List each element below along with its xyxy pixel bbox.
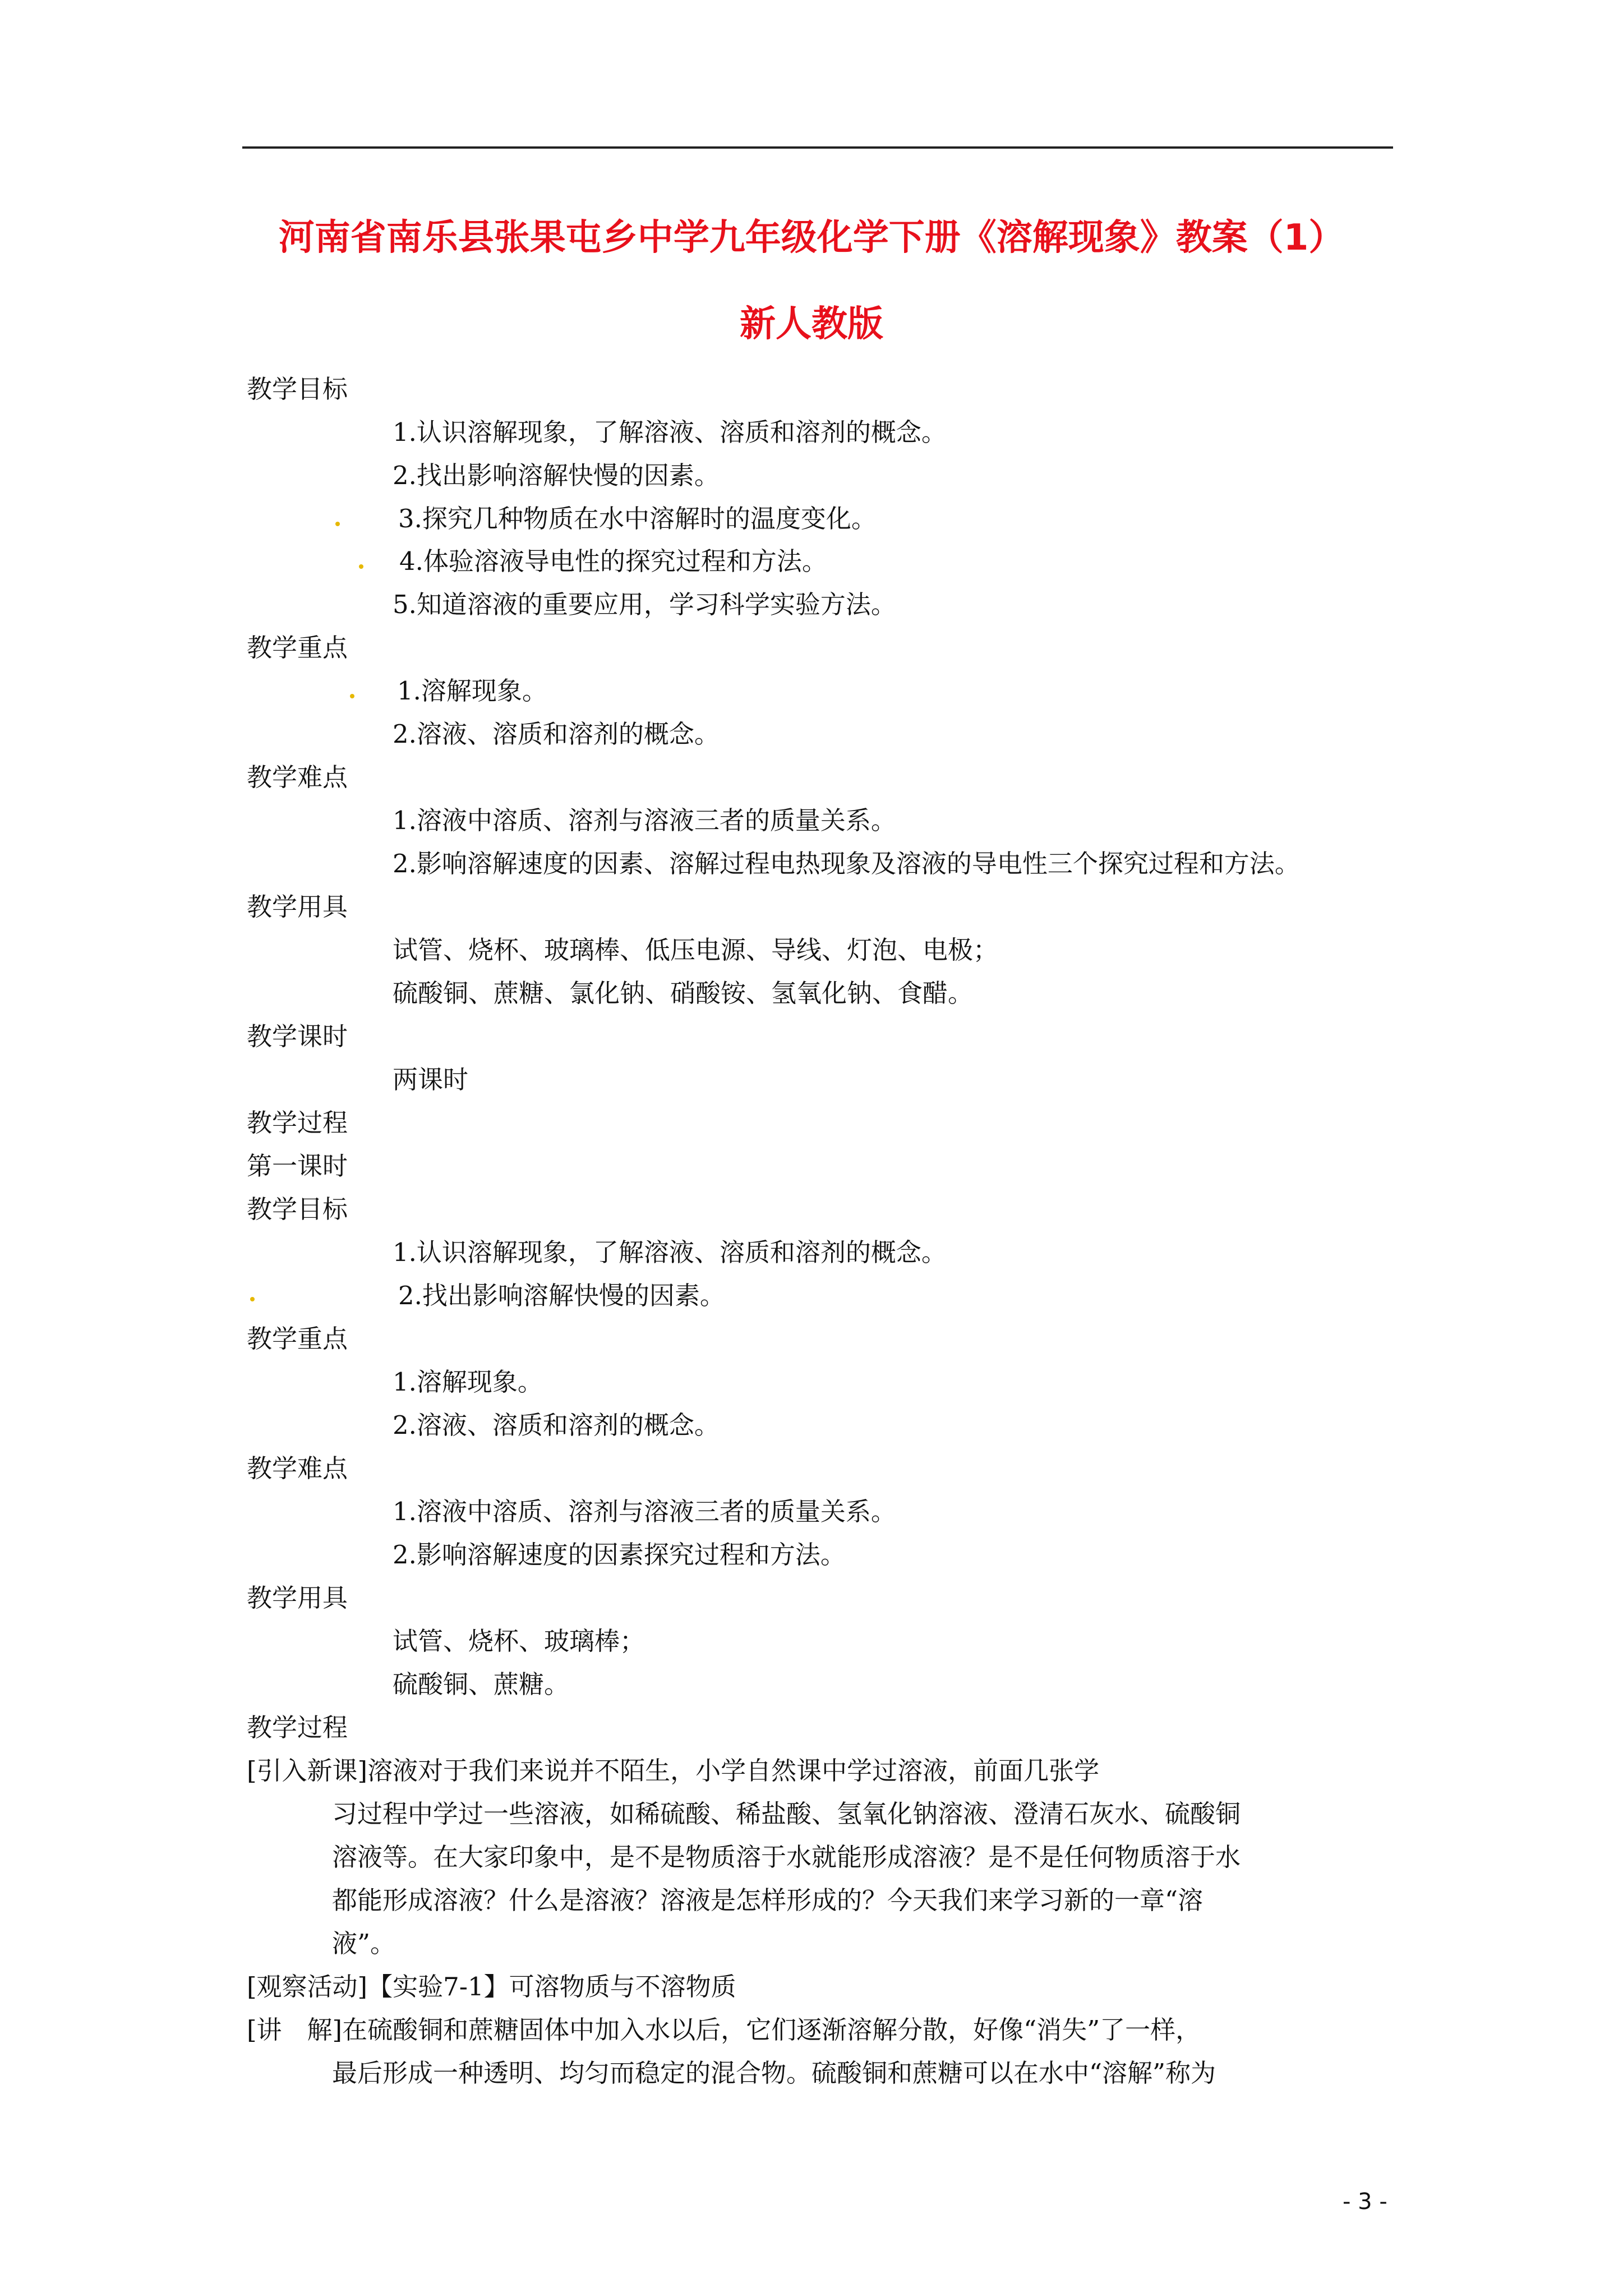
list-item: 3.探究几种物质在水中溶解时的温度变化。 <box>398 504 877 533</box>
document-title-line-1: 河南省南乐县张果屯乡中学九年级化学下册《溶解现象》教案（1） <box>278 217 1345 259</box>
section-heading-objectives: 教学目标 <box>247 374 348 404</box>
section-heading-first-period: 第一课时 <box>247 1151 348 1181</box>
paragraph-line: 液”。 <box>332 1929 396 1958</box>
section-heading-difficulties: 教学难点 <box>247 762 348 792</box>
list-item: 1.溶液中溶质、溶剂与溶液三者的质量关系。 <box>393 1497 896 1526</box>
list-item: 2.找出影响溶解快慢的因素。 <box>393 461 720 490</box>
list-item: 1.溶液中溶质、溶剂与溶液三者的质量关系。 <box>393 806 896 835</box>
section-heading-materials: 教学用具 <box>247 892 348 922</box>
document-title-line-2: 新人教版 <box>740 303 883 345</box>
list-item: 2.影响溶解速度的因素、溶解过程电热现象及溶液的导电性三个探究过程和方法。 <box>393 849 1300 878</box>
paragraph-line: [讲 解]在硫酸铜和蔗糖固体中加入水以后，它们逐渐溶解分散，好像“消失”了一样， <box>247 2015 1201 2045</box>
list-item: 1.认识溶解现象，了解溶液、溶质和溶剂的概念。 <box>393 1237 947 1267</box>
section-heading-periods: 教学课时 <box>247 1022 348 1051</box>
list-item: 两课时 <box>393 1065 469 1094</box>
paragraph-line: [观察活动]【实验7-1】可溶物质与不溶物质 <box>247 1972 736 2001</box>
section-heading-key-points: 教学重点 <box>247 1324 348 1354</box>
list-item: 试管、烧杯、玻璃棒； <box>393 1626 645 1656</box>
list-item: 2.溶液、溶质和溶剂的概念。 <box>393 719 720 749</box>
section-heading-objectives: 教学目标 <box>247 1194 348 1224</box>
section-heading-process: 教学过程 <box>247 1713 348 1742</box>
section-heading-difficulties: 教学难点 <box>247 1453 348 1483</box>
list-item: 硫酸铜、蔗糖。 <box>393 1669 570 1699</box>
list-item: 1.溶解现象。 <box>393 1367 543 1397</box>
header-rule <box>242 146 1393 149</box>
paragraph-line: [引入新课]溶液对于我们来说并不陌生，小学自然课中学过溶液，前面几张学 <box>247 1756 1100 1786</box>
list-item: 硫酸铜、蔗糖、氯化钠、硝酸铵、氢氧化钠、食醋。 <box>393 978 974 1008</box>
scan-mark <box>350 694 354 698</box>
list-item: 1.认识溶解现象，了解溶液、溶质和溶剂的概念。 <box>393 417 947 447</box>
section-heading-materials: 教学用具 <box>247 1583 348 1613</box>
paragraph-line: 都能形成溶液？什么是溶液？溶液是怎样形成的？今天我们来学习新的一章“溶 <box>332 1885 1204 1915</box>
list-item: 2.影响溶解速度的因素探究过程和方法。 <box>393 1540 846 1570</box>
scan-mark <box>335 522 340 526</box>
section-heading-process: 教学过程 <box>247 1108 348 1138</box>
list-item: 2.找出影响溶解快慢的因素。 <box>398 1281 725 1310</box>
list-item: 1.溶解现象。 <box>397 676 547 706</box>
scan-mark <box>359 564 363 569</box>
list-item: 5.知道溶液的重要应用，学习科学实验方法。 <box>393 590 896 619</box>
list-item: 4.体验溶液导电性的探究过程和方法。 <box>399 546 827 576</box>
page-number: - 3 - <box>1343 2189 1387 2215</box>
list-item: 试管、烧杯、玻璃棒、低压电源、导线、灯泡、电极； <box>393 935 999 965</box>
paragraph-line: 习过程中学过一些溶液，如稀硫酸、稀盐酸、氢氧化钠溶液、澄清石灰水、硫酸铜 <box>332 1799 1241 1829</box>
section-heading-key-points: 教学重点 <box>247 633 348 662</box>
scan-mark <box>250 1297 255 1301</box>
list-item: 2.溶液、溶质和溶剂的概念。 <box>393 1410 720 1440</box>
paragraph-line: 最后形成一种透明、均匀而稳定的混合物。硫酸铜和蔗糖可以在水中“溶解”称为 <box>332 2058 1216 2088</box>
paragraph-line: 溶液等。在大家印象中，是不是物质溶于水就能形成溶液？是不是任何物质溶于水 <box>332 1842 1241 1872</box>
